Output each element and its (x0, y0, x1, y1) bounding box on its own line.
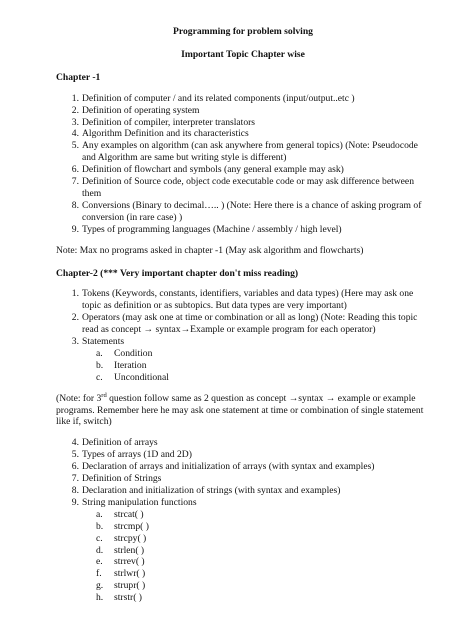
list-item: 8 . Declaration and initialization of strings (with syntax and examples) (56, 485, 430, 497)
list-item: 6 . Definition of flowchart and symbols (any general example may ask) (56, 164, 430, 176)
chapter-2-heading: Chapter-2 (*** Very important chapter don't miss reading) (56, 267, 299, 279)
chapter-1-note: Note: Max no programs asked in chapter -1 (May ask algorithm and flowcharts) (56, 244, 364, 256)
list-item: 5 . Types of arrays (1D and 2D) (56, 449, 430, 461)
sub-list-item: d. strlen( ) (96, 544, 145, 556)
list-item: 2 . Operators (may ask one at time or combination or all as long) (Note: Reading this topic read as concept → syntax→Example or example program for each operator) (56, 312, 430, 336)
list-item: 1 . Definition of computer / and its related components (input/output..etc ) (56, 93, 430, 105)
list-item: 8 . Conversions (Binary to decimal….. ) (Note: Here there is a chance of asking program of conversion (in rare case) ) (56, 200, 430, 224)
sub-list-item: e. strrev( ) (96, 556, 145, 568)
list-item: 9 . Types of programming languages (Machine / assembly / high level) (56, 224, 430, 236)
sub-list-item: b. Iteration (96, 359, 147, 371)
sub-list-item: h. strstr( ) (96, 592, 142, 604)
chapter-1-heading: Chapter -1 (56, 71, 101, 83)
string-functions-sublist (56, 509, 430, 604)
sub-list-item: b. strcmp( ) (96, 520, 149, 532)
chapter-2-note: (Note: for 3rd question follow same as 2 question as concept →syntax → example or example programs. Remember here he may ask one statement at time or combination of single statement like if, switch) (56, 391, 424, 428)
sub-list-item: a. Condition (96, 347, 153, 359)
list-item: 7 . Definition of Source code, object code executable code or may ask difference between them (56, 176, 430, 200)
chapter-2-list-continued (56, 437, 430, 508)
document-subtitle: Important Topic Chapter wise (181, 48, 305, 60)
list-item: 4 . Definition of arrays (56, 437, 430, 449)
list-item: 6 . Declaration of arrays and initialization of arrays (with syntax and examples) (56, 461, 430, 473)
chapter-1-list (56, 93, 430, 236)
statements-sublist (56, 348, 430, 384)
list-item: 7 . Definition of Strings (56, 473, 430, 485)
list-item: 5 . Any examples on algorithm (can ask anywhere from general topics) (Note: Pseudocode and Algorithm are same but writing style is different) (56, 140, 430, 164)
list-item: 2 . Definition of operating system (56, 105, 430, 117)
list-item: 3 . Statements (56, 336, 430, 348)
list-item: 4 . Algorithm Definition and its characteristics (56, 128, 430, 140)
chapter-2-list (56, 288, 430, 348)
list-item: 1 . Tokens (Keywords, constants, identifiers, variables and data types) (Here may ask one topic as definition or as subtopics. But data types are very important) (56, 288, 430, 312)
sub-list-item: f. strlwr( ) (96, 568, 146, 580)
sub-list-item: a. strcat( ) (96, 508, 144, 520)
sub-list-item: c. Unconditional (96, 371, 169, 383)
list-item: 3 . Definition of compiler, interpreter translators (56, 117, 430, 129)
document-title: Programming for problem solving (173, 26, 313, 37)
list-item: 9 . String manipulation functions (56, 497, 430, 509)
sub-list-item: c. strcpy( ) (96, 532, 147, 544)
sub-list-item: g. strupr( ) (96, 580, 146, 592)
